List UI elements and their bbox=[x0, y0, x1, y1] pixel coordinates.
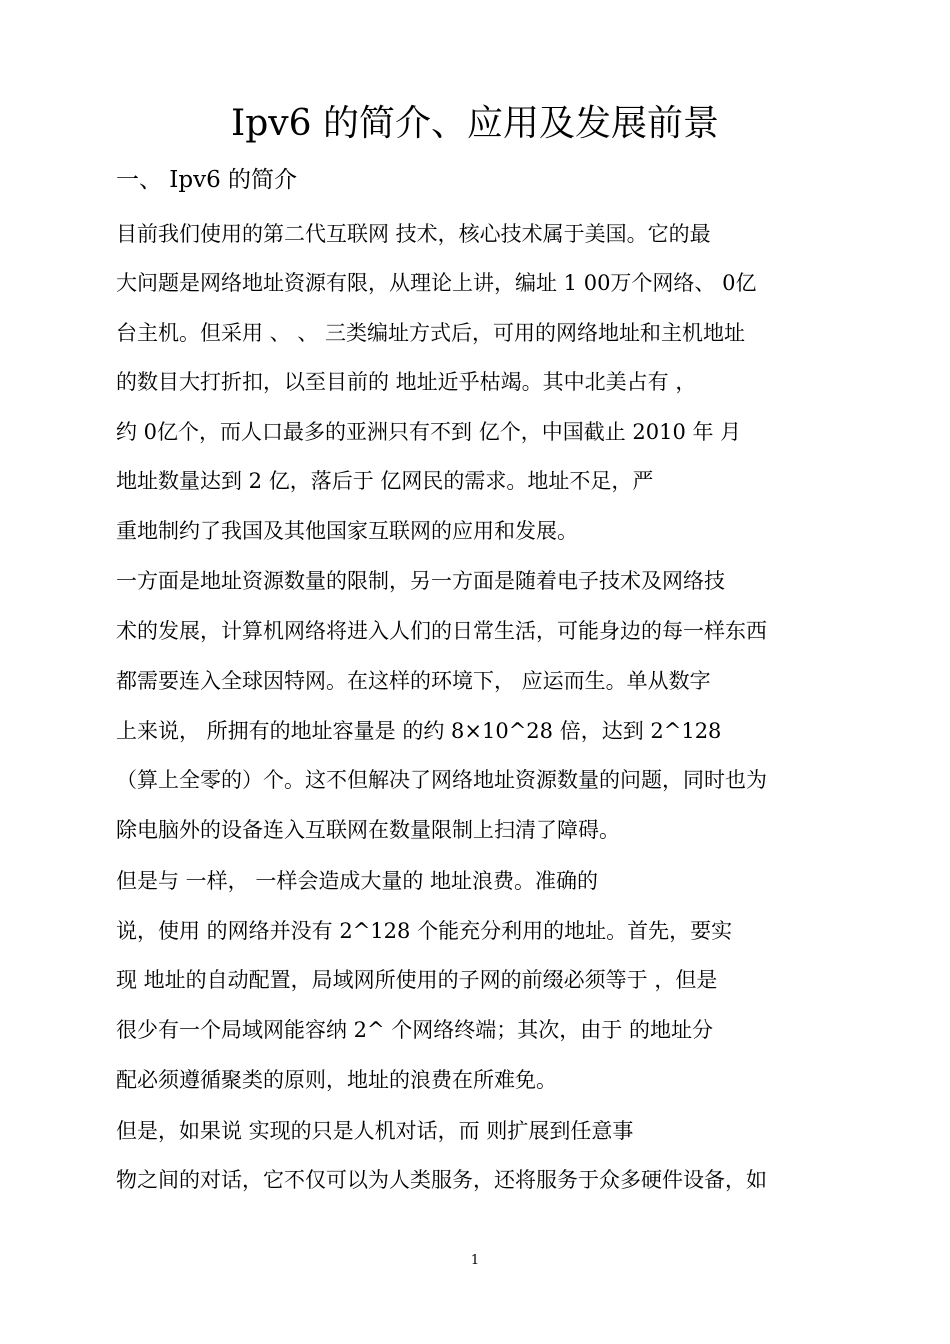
paragraph-line: 很少有一个局域网能容纳 2^ 个网络终端；其次，由于 的地址分 bbox=[116, 1018, 713, 1042]
paragraph-line: 台主机。但采用 、 、 三类编址方式后，可用的网络地址和主机地址 bbox=[116, 321, 746, 345]
paragraph-line: 一方面是地址资源数量的限制，另一方面是随着电子技术及网络技 bbox=[116, 569, 725, 593]
paragraph-line: 但是，如果说 实现的只是人机对话，而 则扩展到任意事 bbox=[116, 1119, 634, 1143]
paragraph-line: 的数目大打折扣，以至目前的 地址近乎枯竭。其中北美占有 ， bbox=[116, 370, 697, 394]
section-heading: 一、 Ipv6 的简介 bbox=[116, 167, 298, 193]
paragraph-line: （算上全零的）个。这不但解决了网络地址资源数量的问题，同时也为 bbox=[116, 768, 767, 792]
paragraph-line: 除电脑外的设备连入互联网在数量限制上扫清了障碍。 bbox=[116, 818, 620, 842]
paragraph-line: 目前我们使用的第二代互联网 技术，核心技术属于美国。它的最 bbox=[116, 222, 711, 246]
paragraph-line: 配必须遵循聚类的原则，地址的浪费在所难免。 bbox=[116, 1068, 557, 1092]
paragraph-line: 物之间的对话，它不仅可以为人类服务，还将服务于众多硬件设备，如 bbox=[116, 1168, 767, 1192]
paragraph-line: 现 地址的自动配置，局域网所使用的子网的前缀必须等于 ，但是 bbox=[116, 968, 718, 992]
page-number: 1 bbox=[470, 1253, 480, 1268]
paragraph-line: 但是与 一样， 一样会造成大量的 地址浪费。准确的 bbox=[116, 869, 599, 893]
paragraph-line: 大问题是网络地址资源有限，从理论上讲，编址 1 00万个网络、 0亿 bbox=[116, 271, 757, 295]
document-title: Ipv6 的简介、应用及发展前景 bbox=[231, 103, 719, 144]
paragraph-line: 都需要连入全球因特网。在这样的环境下， 应运而生。单从数字 bbox=[116, 669, 711, 693]
paragraph-line: 约 0亿个，而人口最多的亚洲只有不到 亿个，中国截止 2010 年 月 bbox=[116, 420, 742, 444]
paragraph-line: 术的发展，计算机网络将进入人们的日常生活，可能身边的每一样东西 bbox=[116, 619, 767, 643]
paragraph-line: 重地制约了我国及其他国家互联网的应用和发展。 bbox=[116, 519, 578, 543]
paragraph-line: 说，使用 的网络并没有 2^128 个能充分利用的地址。首先，要实 bbox=[116, 919, 733, 943]
paragraph-line: 上来说， 所拥有的地址容量是 的约 8×10^28 倍，达到 2^128 bbox=[116, 719, 722, 743]
paragraph-line: 地址数量达到 2 亿，落后于 亿网民的需求。地址不足，严 bbox=[116, 469, 654, 493]
